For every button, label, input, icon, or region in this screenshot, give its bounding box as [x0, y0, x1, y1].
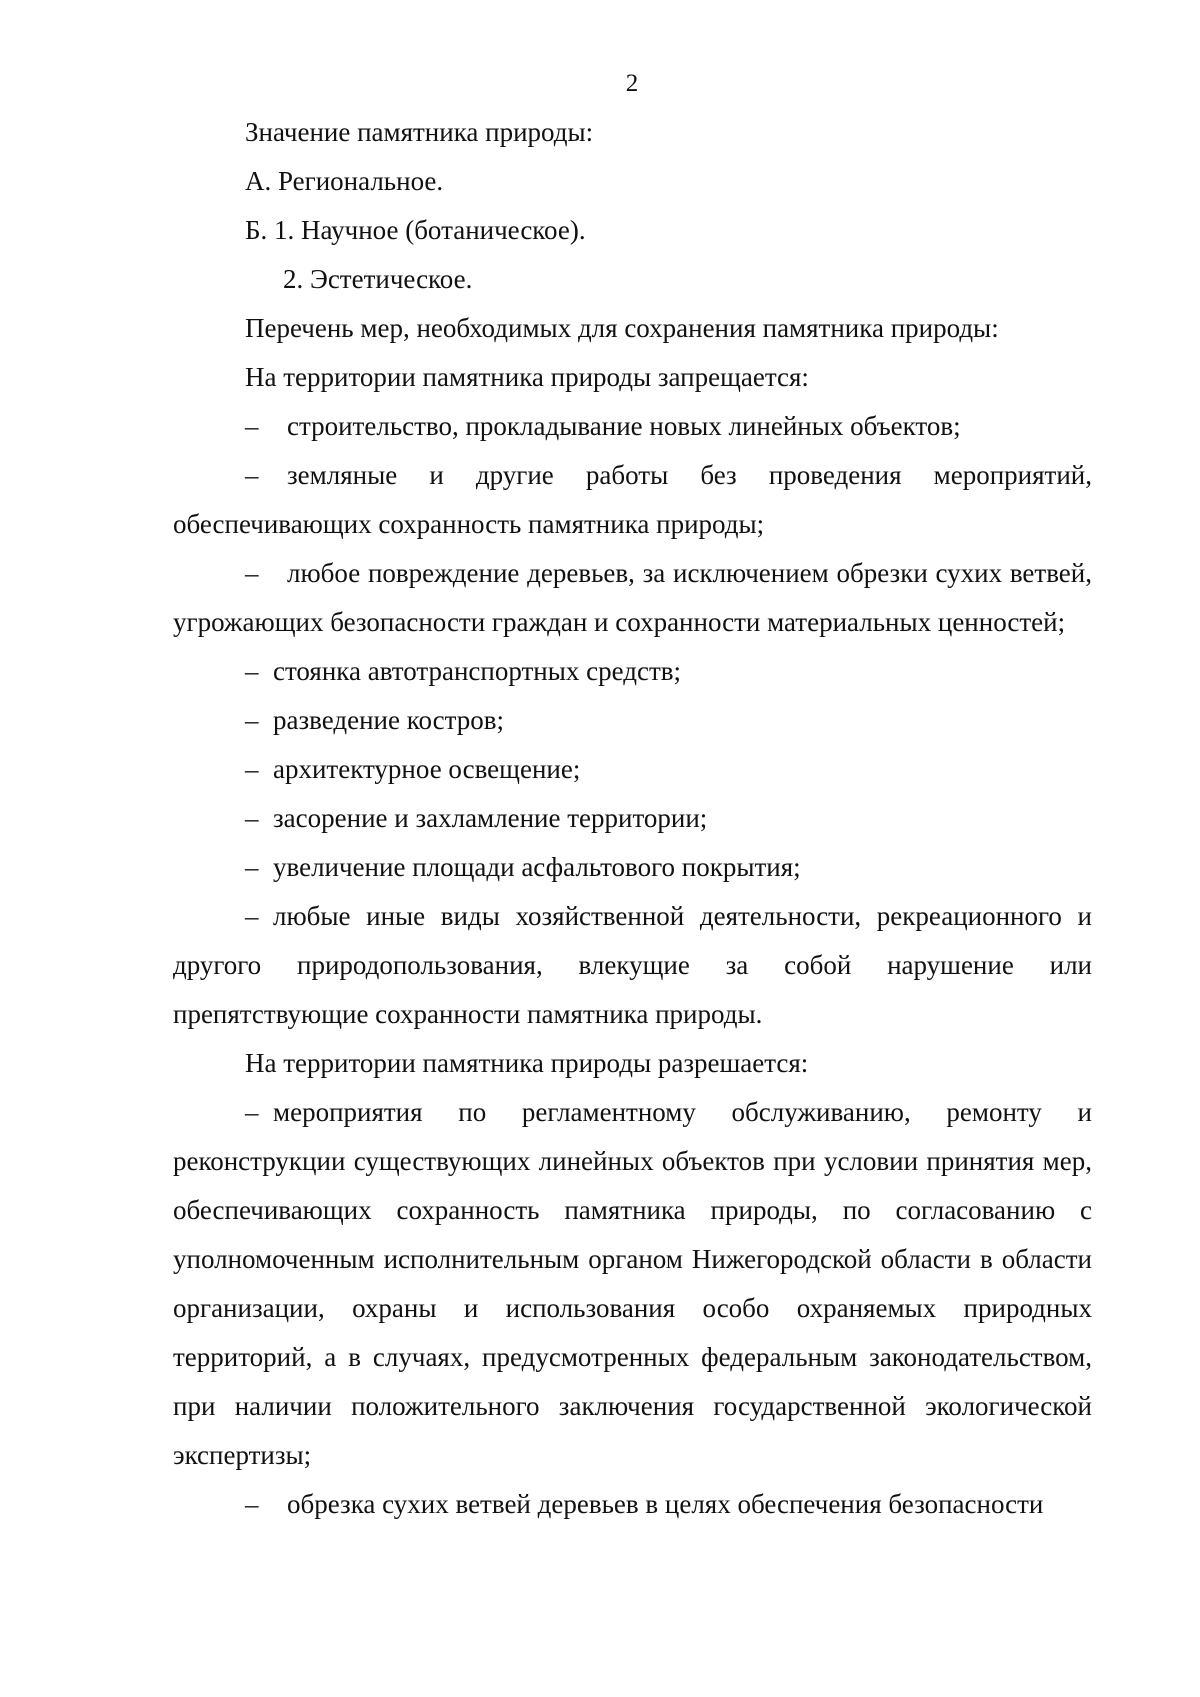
- list-item-prohibited: – засорение и захламление территории;: [173, 794, 1092, 843]
- dash-marker: –: [245, 460, 259, 490]
- dash-marker: –: [245, 852, 259, 882]
- dash-marker: –: [245, 803, 259, 833]
- list-item-prohibited: – земляные и другие работы без проведения мероприятий, обеспечивающих сохранность памятника природы;: [173, 451, 1092, 549]
- dash-marker: –: [245, 558, 259, 588]
- dash-marker: –: [245, 901, 259, 931]
- paragraph-prohibited-heading: На территории памятника природы запрещается:: [245, 362, 809, 392]
- list-item-prohibited: – любое повреждение деревьев, за исключением обрезки сухих ветвей, угрожающих безопасности граждан и сохранности материальных ценностей;: [173, 549, 1092, 647]
- list-item-prohibited: – любые иные виды хозяйственной деятельности, рекреационного и другого природопользования, влекущие за собой нарушение или препятствующие сохранности памятника природы.: [173, 892, 1092, 1039]
- document-body: [173, 108, 1092, 1529]
- paragraph-significance-b2: 2. Эстетическое.: [283, 264, 473, 294]
- dash-marker: –: [245, 411, 259, 441]
- list-item-allowed: – мероприятия по регламентному обслуживанию, ремонту и реконструкции существующих линейных объектов при условии принятия мер, обеспечивающих сохранность памятника природы, по согласованию с уполномоченным исполнительным органом Нижегородской области в области организации, охраны и использования особо охраняемых природных территорий, а в случаях, предусмотренных федеральным законодательством, при наличии положительного заключения государственной экологической экспертизы;: [173, 1088, 1092, 1480]
- paragraph-measures-heading: Перечень мер, необходимых для сохранения памятника природы:: [245, 313, 999, 343]
- list-item-prohibited: – увеличение площади асфальтового покрытия;: [173, 843, 1092, 892]
- list-item-prohibited: – строительство, прокладывание новых линейных объектов;: [173, 402, 1092, 451]
- dash-marker: –: [245, 656, 259, 686]
- list-item-prohibited: – разведение костров;: [173, 696, 1092, 745]
- list-item-prohibited: – архитектурное освещение;: [173, 745, 1092, 794]
- dash-marker: –: [245, 1097, 259, 1127]
- dash-marker: –: [245, 1489, 259, 1519]
- paragraph-significance-a: А. Региональное.: [245, 166, 444, 196]
- paragraph-significance-b1: Б. 1. Научное (ботаническое).: [245, 215, 586, 245]
- dash-marker: –: [245, 705, 259, 735]
- list-item-allowed: – обрезка сухих ветвей деревьев в целях обеспечения безопасности: [173, 1480, 1092, 1529]
- paragraph-allowed-heading: На территории памятника природы разрешается:: [245, 1048, 809, 1078]
- dash-marker: –: [245, 754, 259, 784]
- paragraph-significance-heading: Значение памятника природы:: [245, 117, 594, 147]
- page-number: 2: [625, 70, 639, 97]
- list-item-prohibited: – стоянка автотранспортных средств;: [173, 647, 1092, 696]
